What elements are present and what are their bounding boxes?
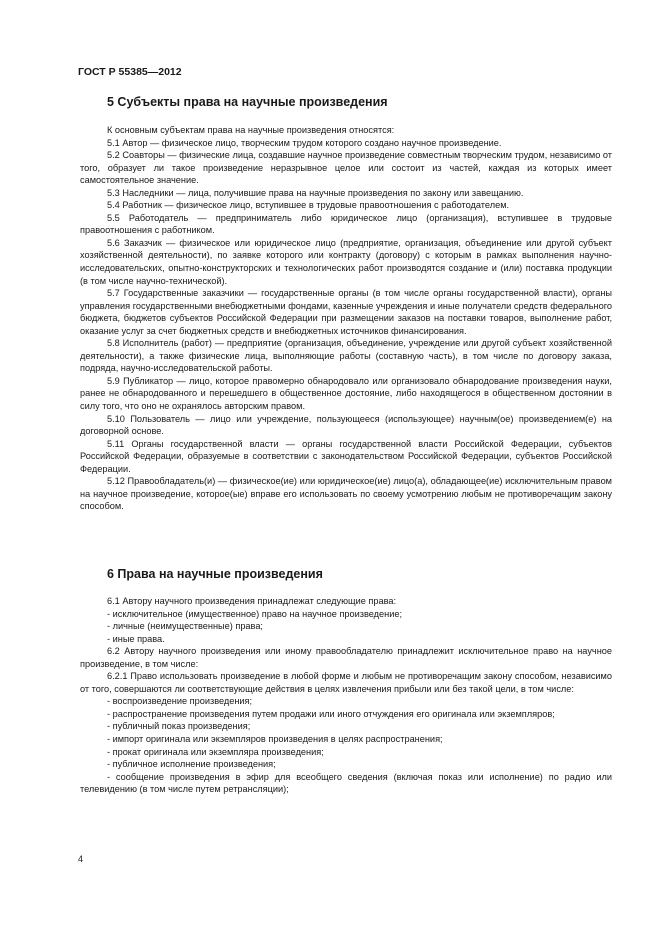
paragraph: 6.2 Автору научного произведения или иному правообладателю принадлежит исключительное право на научное произведение, в том числе: xyxy=(80,646,612,669)
paragraph: 5.12 Правообладатель(и) — физическое(ие) или юридическое(ие) лицо(а), обладающее(ие) исключительным правом на научное произведение, которое(ые) вправе его использовать по своему усмотрению любым не противоречащим закону способом. xyxy=(80,476,612,512)
list-item: - воспроизведение произведения; xyxy=(107,696,253,707)
paragraph: 5.9 Публикатор — лицо, которое правомерно обнародовало или организовало обнародование произведения науки, ранее не обнародованного и перешедшего в общественное достояние, либо находящегося в общественном достоянии в силу того, что оно не охранялось авторским правом. xyxy=(80,375,612,412)
list-item: - импорт оригинала или экземпляров произведения в целях распространения; xyxy=(107,734,443,745)
paragraph: 5.3 Наследники — лица, получившие права на научные произведения по закону или завещанию. xyxy=(107,187,524,198)
page-number: 4 xyxy=(78,854,84,864)
list-item: - распространение произведения путем продажи или иного отчуждения его оригинала или экземпляров; xyxy=(107,708,555,719)
paragraph: 5.7 Государственные заказчики — государственные органы (в том числе органы государственной власти), органы управления государственными внебюджетными фондами, казенные учреждения и иные получатели средств федерального бюджета, бюджетов субъектов Российской Федерации при размещении заказов на поставки товаров, выполнение работ, оказание услуг за счет бюджетных средств и внебюджетных источников финансирования. xyxy=(80,288,612,336)
paragraph: 6.2.1 Право использовать произведение в любой форме и любым не противоречащим закону способом, независимо от того, совершаются ли соответствующие действия в целях извлечения прибыли или без такой цели, в том числе: xyxy=(80,671,612,694)
list-item: - публичное исполнение произведения; xyxy=(107,759,276,770)
list-item: - иные права. xyxy=(107,633,165,644)
list-item: - исключительное (имущественное) право на научное произведение; xyxy=(107,608,403,619)
paragraph: 5.5 Работодатель — предприниматель либо юридическое лицо (организация), вступившее в трудовые правоотношения с работником. xyxy=(80,212,612,236)
paragraph: 5.2 Соавторы — физические лица, создавшие научное произведение совместным творческим трудом, независимо от того, образует ли такое произведение неразрывное целое или состоит из частей, каждая из которых имеет самостоятельное значение. xyxy=(80,150,612,186)
document-header: ГОСТ Р 55385—2012 xyxy=(78,66,182,78)
section-5-title: 5 Субъекты права на научные произведения xyxy=(107,95,388,109)
paragraph: 6.1 Автору научного произведения принадлежат следующие права: xyxy=(107,596,397,606)
paragraph: 5.4 Работник — физическое лицо, вступившее в трудовые правоотношения с работодателем. xyxy=(107,200,510,211)
list-item: - личные (неимущественные) права; xyxy=(107,621,263,632)
list-item: - публичный показ произведения; xyxy=(107,721,251,732)
paragraph: 5.10 Пользователь — лицо или учреждение, пользующееся (использующее) научным(ое) произведением(е) на договорной основе. xyxy=(80,413,612,437)
paragraph: 5.11 Органы государственной власти — органы государственной власти Российской Федерации, субъектов Российской Федерации, образуемые в соответствии с законодательством Российской Федерации, субъектов Российской Федерации. xyxy=(80,438,612,474)
list-item: - сообщение произведения в эфир для всеобщего сведения (включая показ или исполнение) по радио или телевидению (в том числе путем ретрансляции); xyxy=(80,771,612,795)
section-6-body xyxy=(80,595,612,796)
section-5-body xyxy=(80,124,612,513)
list-item: - прокат оригинала или экземпляра произведения; xyxy=(107,746,324,757)
paragraph: 5.8 Исполнитель (работ) — предприятие (организация, объединение, учреждение или другой субъект хозяйственной деятельности), а также физические лица, выполняющие работы (составную часть), в том числе по договору заказа, подряда, научно-исследовательской работы. xyxy=(80,338,612,374)
paragraph: 5.6 Заказчик — физическое или юридическое лицо (предприятие, организация, объединение или другой субъект хозяйственной деятельности), по заявке которого или контракту (договору) с которым в рамках выполнения научно-исследовательских, опытно-конструкторских и технологических работ производятся создание и (или) поставка продукции (в том числе научно-технической). xyxy=(80,237,612,286)
section-6-title: 6 Права на научные произведения xyxy=(107,567,323,581)
paragraph: 5.1 Автор — физическое лицо, творческим трудом которого создано научное произведение. xyxy=(107,137,502,148)
paragraph: К основным субъектам права на научные произведения относятся: xyxy=(107,125,395,135)
